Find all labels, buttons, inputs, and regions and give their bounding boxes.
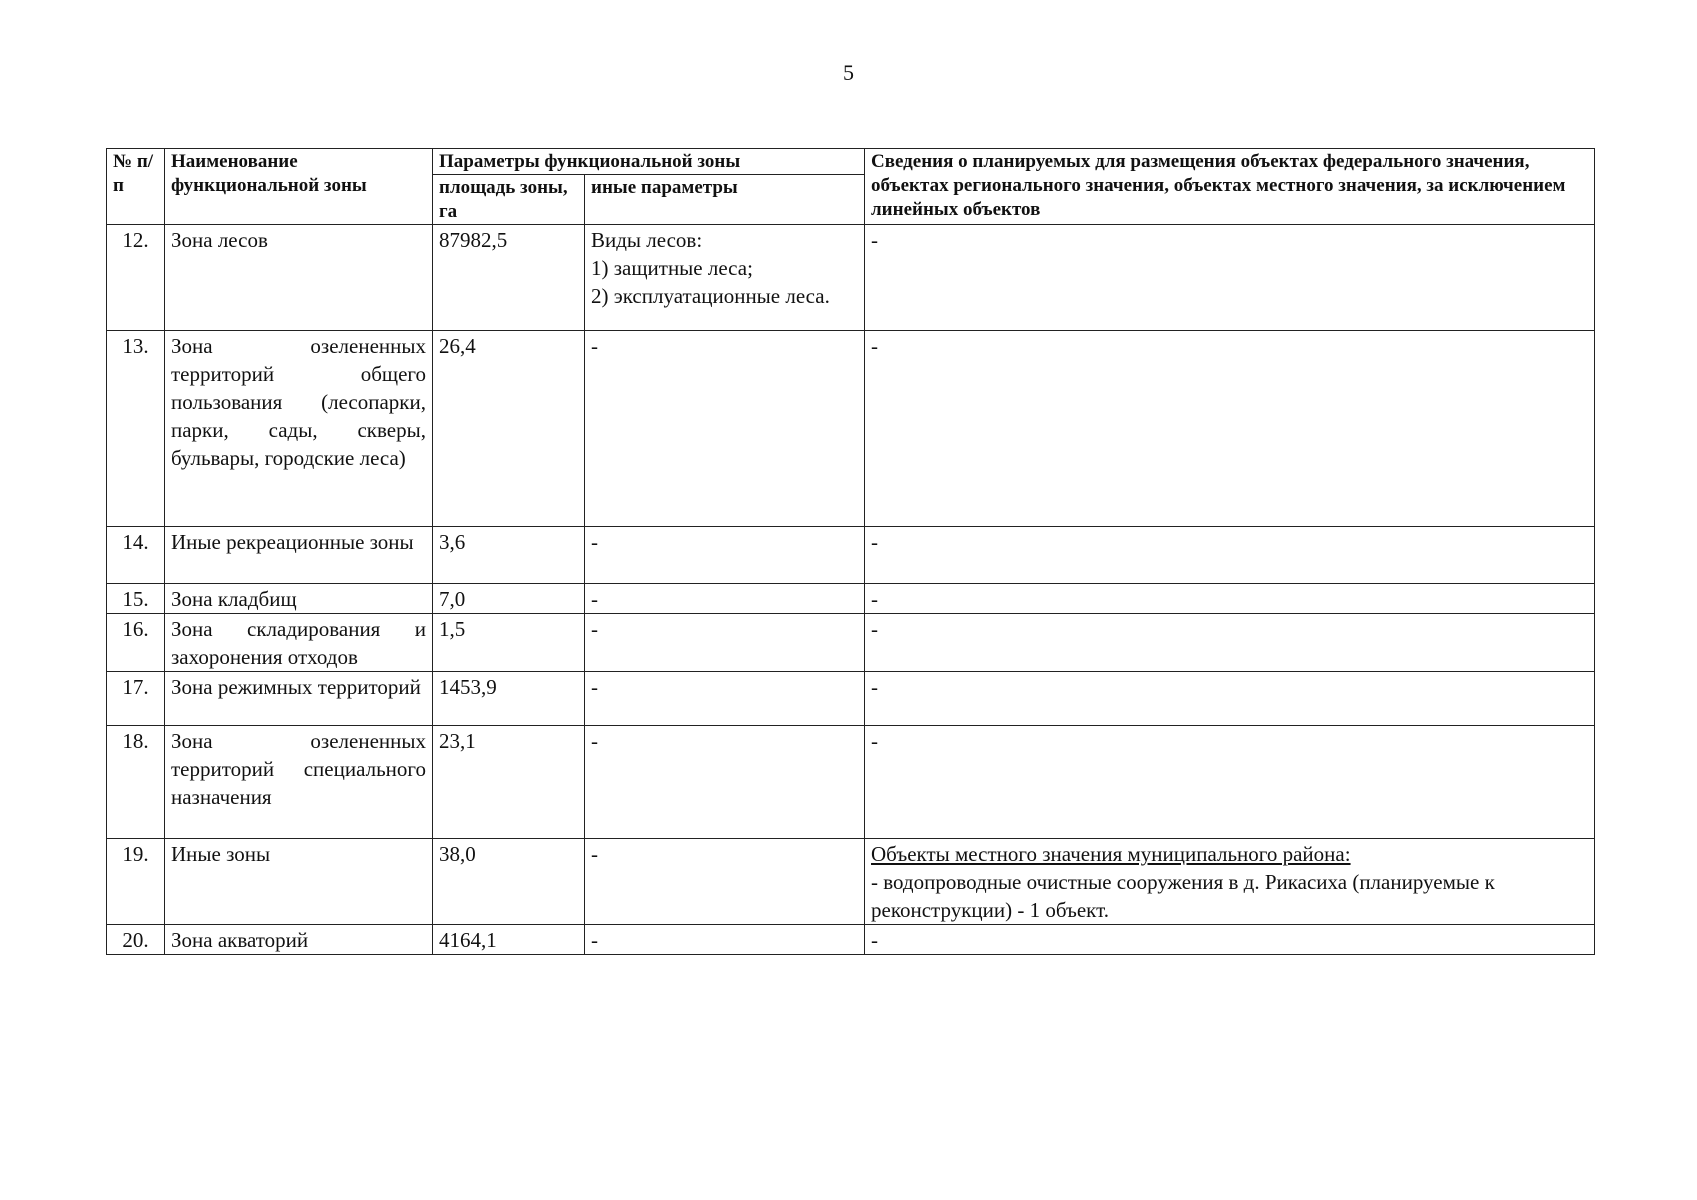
row-number: 16.	[107, 614, 165, 672]
zone-name: Иные зоны	[165, 839, 433, 925]
zone-name: Зона лесов	[165, 225, 433, 331]
other-parameters: -	[585, 672, 865, 726]
row-number: 18.	[107, 726, 165, 839]
zone-area: 1,5	[433, 614, 585, 672]
row-number: 15.	[107, 584, 165, 614]
row-number: 20.	[107, 925, 165, 955]
zone-area: 23,1	[433, 726, 585, 839]
zone-area: 1453,9	[433, 672, 585, 726]
zone-area: 87982,5	[433, 225, 585, 331]
zone-area: 4164,1	[433, 925, 585, 955]
table-row	[107, 672, 1595, 726]
header-zone-parameters: Параметры функциональной зоны	[433, 149, 865, 175]
planned-objects-title: Объекты местного значения муниципального района:	[871, 842, 1351, 866]
other-parameters: -	[585, 726, 865, 839]
other-parameters-line: 2) эксплуатационные леса.	[591, 284, 830, 308]
header-planned-objects: Сведения о планируемых для размещения объектах федерального значения, объектах регионального значения, объектах местного значения, за исключением линейных объектов	[865, 149, 1595, 225]
other-parameters-line: 1) защитные леса;	[591, 256, 753, 280]
row-number: 19.	[107, 839, 165, 925]
zone-area: 26,4	[433, 331, 585, 527]
other-parameters: -	[585, 331, 865, 527]
header-area: площадь зоны, га	[433, 175, 585, 225]
header-zone-name: Наименование функциональной зоны	[165, 149, 433, 225]
zone-name: Зона кладбищ	[165, 584, 433, 614]
header-row-top	[107, 149, 1595, 175]
zone-name: Зона озелененных территорий специального назначения	[165, 726, 433, 839]
row-number: 13.	[107, 331, 165, 527]
table-row	[107, 527, 1595, 584]
table-row	[107, 726, 1595, 839]
table-row	[107, 225, 1595, 331]
zone-area: 3,6	[433, 527, 585, 584]
row-number: 14.	[107, 527, 165, 584]
planned-objects: -	[865, 614, 1595, 672]
row-number: 12.	[107, 225, 165, 331]
zone-name: Зона складирования и захоронения отходов	[165, 614, 433, 672]
table-row	[107, 839, 1595, 925]
table-row	[107, 331, 1595, 527]
planned-objects: -	[865, 672, 1595, 726]
functional-zones-table	[106, 148, 1595, 955]
planned-objects: -	[865, 527, 1595, 584]
table-row	[107, 584, 1595, 614]
other-parameters: -	[585, 925, 865, 955]
other-parameters: -	[585, 527, 865, 584]
header-other-parameters: иные параметры	[585, 175, 865, 225]
page-number: 5	[843, 60, 854, 85]
planned-objects: -	[865, 584, 1595, 614]
other-parameters-line: Виды лесов:	[591, 228, 703, 252]
row-number: 17.	[107, 672, 165, 726]
header-number: № п/п	[107, 149, 165, 225]
zone-name: Иные рекреационные зоны	[165, 527, 433, 584]
zone-area: 7,0	[433, 584, 585, 614]
planned-objects: -	[865, 726, 1595, 839]
table-row	[107, 925, 1595, 955]
planned-objects: -	[865, 225, 1595, 331]
other-parameters	[585, 225, 865, 331]
planned-objects	[865, 839, 1595, 925]
other-parameters: -	[585, 584, 865, 614]
zone-name: Зона режимных территорий	[165, 672, 433, 726]
zone-name: Зона озелененных территорий общего пользования (лесопарки, парки, сады, скверы, бульвары, городские леса)	[165, 331, 433, 527]
planned-objects-description: - водопроводные очистные сооружения в д. Рикасиха (планируемые к реконструкции) - 1 объект.	[871, 870, 1495, 922]
table-row	[107, 614, 1595, 672]
zone-area: 38,0	[433, 839, 585, 925]
other-parameters: -	[585, 614, 865, 672]
planned-objects: -	[865, 331, 1595, 527]
zone-name: Зона акваторий	[165, 925, 433, 955]
other-parameters: -	[585, 839, 865, 925]
planned-objects: -	[865, 925, 1595, 955]
